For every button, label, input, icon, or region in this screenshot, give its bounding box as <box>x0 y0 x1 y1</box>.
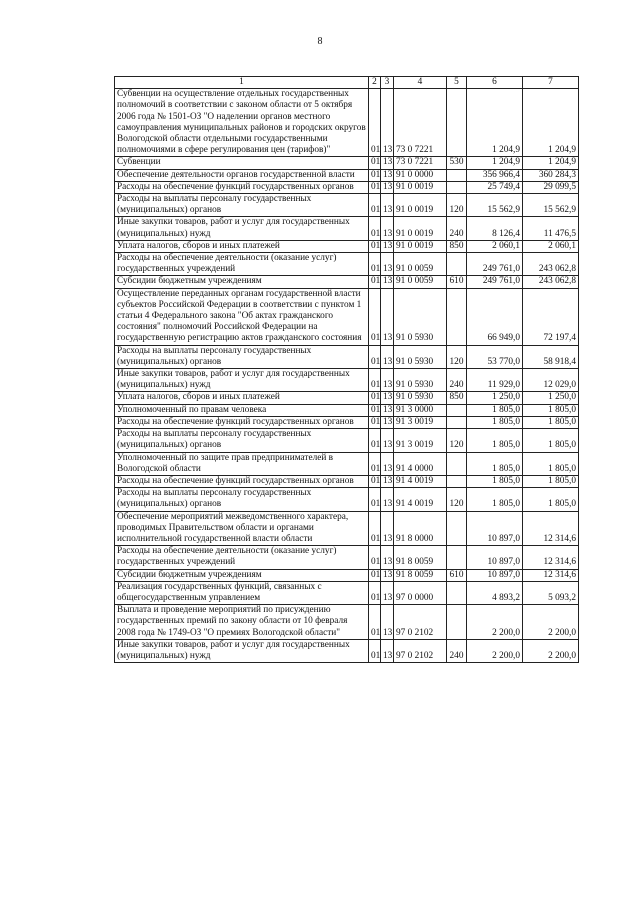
target-article-cell: 91 0 5930 <box>394 288 447 345</box>
section-code-cell: 01 <box>369 194 381 217</box>
header-cell: 7 <box>523 77 579 89</box>
subsection-code-cell: 13 <box>381 605 394 640</box>
amount-year1-cell: 1 805,0 <box>467 475 523 487</box>
header-cell: 4 <box>394 77 447 89</box>
page-number: 8 <box>317 36 323 47</box>
row-name-cell: Расходы на выплаты персоналу государственных (муниципальных) органов <box>115 345 369 368</box>
expense-type-cell: 120 <box>447 429 467 452</box>
expense-type-cell <box>447 605 467 640</box>
subsection-code-cell: 13 <box>381 181 394 193</box>
row-name-cell: Расходы на выплаты персоналу государственных (муниципальных) органов <box>115 429 369 452</box>
table-row <box>115 605 579 640</box>
expense-type-cell: 240 <box>447 217 467 240</box>
table-row <box>115 194 579 217</box>
table-row <box>115 217 579 240</box>
row-name-cell: Уплата налогов, сборов и иных платежей <box>115 240 369 252</box>
table-row <box>115 345 579 368</box>
expense-type-cell <box>447 288 467 345</box>
section-code-cell: 01 <box>369 253 381 276</box>
target-article-cell: 91 8 0000 <box>394 511 447 546</box>
amount-year1-cell: 4 893,2 <box>467 581 523 604</box>
amount-year2-cell: 360 284,3 <box>523 169 579 181</box>
amount-year1-cell: 8 126,4 <box>467 217 523 240</box>
table-row <box>115 276 579 288</box>
subsection-code-cell: 13 <box>381 416 394 428</box>
expense-type-cell: 850 <box>447 392 467 404</box>
section-code-cell: 01 <box>369 217 381 240</box>
subsection-code-cell: 13 <box>381 240 394 252</box>
expense-type-cell <box>447 452 467 475</box>
table-row <box>115 546 579 569</box>
table-row <box>115 404 579 416</box>
row-name-cell: Уполномоченный по защите прав предпринимателей в Вологодской области <box>115 452 369 475</box>
amount-year2-cell: 1 805,0 <box>523 475 579 487</box>
expense-type-cell <box>447 511 467 546</box>
amount-year2-cell: 1 805,0 <box>523 452 579 475</box>
expense-type-cell <box>447 416 467 428</box>
table-row <box>115 157 579 169</box>
row-name-cell: Субвенции <box>115 157 369 169</box>
target-article-cell: 91 0 0059 <box>394 253 447 276</box>
section-code-cell: 01 <box>369 157 381 169</box>
table-row <box>115 392 579 404</box>
amount-year1-cell: 15 562,9 <box>467 194 523 217</box>
expense-type-cell <box>447 404 467 416</box>
amount-year1-cell: 1 805,0 <box>467 404 523 416</box>
expense-type-cell <box>447 581 467 604</box>
subsection-code-cell: 13 <box>381 157 394 169</box>
table-row <box>115 181 579 193</box>
section-code-cell: 01 <box>369 546 381 569</box>
row-name-cell: Выплата и проведение мероприятий по присуждению государственных премий по закону области от 10 февраля 2008 года № 1749-ОЗ "О премиях Вологодской области" <box>115 605 369 640</box>
row-name-cell: Уполномоченный по правам человека <box>115 404 369 416</box>
section-code-cell: 01 <box>369 581 381 604</box>
subsection-code-cell: 13 <box>381 546 394 569</box>
row-name-cell: Иные закупки товаров, работ и услуг для государственных (муниципальных) нужд <box>115 639 369 662</box>
section-code-cell: 01 <box>369 475 381 487</box>
expense-type-cell: 530 <box>447 157 467 169</box>
expense-type-cell <box>447 89 467 157</box>
amount-year2-cell: 29 099,5 <box>523 181 579 193</box>
target-article-cell: 91 8 0059 <box>394 546 447 569</box>
amount-year1-cell: 1 204,9 <box>467 157 523 169</box>
subsection-code-cell: 13 <box>381 288 394 345</box>
subsection-code-cell: 13 <box>381 452 394 475</box>
amount-year2-cell: 12 314,6 <box>523 569 579 581</box>
row-name-cell: Обеспечение мероприятий межведомственного характера, проводимых Правительством области и органами исполнительной государственной власти области <box>115 511 369 546</box>
header-cell: 6 <box>467 77 523 89</box>
amount-year1-cell: 356 966,4 <box>467 169 523 181</box>
header-cell: 1 <box>115 77 369 89</box>
table-row <box>115 89 579 157</box>
amount-year2-cell: 1 250,0 <box>523 392 579 404</box>
amount-year1-cell: 249 761,0 <box>467 276 523 288</box>
table-body <box>115 89 579 663</box>
target-article-cell: 97 0 2102 <box>394 639 447 662</box>
target-article-cell: 91 0 0019 <box>394 240 447 252</box>
expense-type-cell <box>447 253 467 276</box>
section-code-cell: 01 <box>369 639 381 662</box>
subsection-code-cell: 13 <box>381 345 394 368</box>
subsection-code-cell: 13 <box>381 569 394 581</box>
section-code-cell: 01 <box>369 404 381 416</box>
section-code-cell: 01 <box>369 288 381 345</box>
table-row <box>115 253 579 276</box>
table-row <box>115 639 579 662</box>
amount-year2-cell: 15 562,9 <box>523 194 579 217</box>
amount-year1-cell: 2 060,1 <box>467 240 523 252</box>
amount-year1-cell: 53 770,0 <box>467 345 523 368</box>
table-row <box>115 288 579 345</box>
amount-year2-cell: 2 200,0 <box>523 605 579 640</box>
expense-type-cell: 120 <box>447 488 467 511</box>
row-name-cell: Иные закупки товаров, работ и услуг для государственных (муниципальных) нужд <box>115 217 369 240</box>
table-row <box>115 452 579 475</box>
row-name-cell: Уплата налогов, сборов и иных платежей <box>115 392 369 404</box>
subsection-code-cell: 13 <box>381 217 394 240</box>
subsection-code-cell: 13 <box>381 639 394 662</box>
amount-year1-cell: 10 897,0 <box>467 546 523 569</box>
row-name-cell: Обеспечение деятельности органов государственной власти <box>115 169 369 181</box>
section-code-cell: 01 <box>369 345 381 368</box>
section-code-cell: 01 <box>369 429 381 452</box>
amount-year2-cell: 58 918,4 <box>523 345 579 368</box>
target-article-cell: 91 0 0000 <box>394 169 447 181</box>
amount-year1-cell: 1 805,0 <box>467 452 523 475</box>
subsection-code-cell: 13 <box>381 392 394 404</box>
section-code-cell: 01 <box>369 511 381 546</box>
section-code-cell: 01 <box>369 276 381 288</box>
target-article-cell: 91 0 0019 <box>394 217 447 240</box>
target-article-cell: 97 0 2102 <box>394 605 447 640</box>
table-row <box>115 569 579 581</box>
target-article-cell: 91 8 0059 <box>394 569 447 581</box>
amount-year2-cell: 12 314,6 <box>523 511 579 546</box>
target-article-cell: 91 4 0000 <box>394 452 447 475</box>
row-name-cell: Иные закупки товаров, работ и услуг для государственных (муниципальных) нужд <box>115 369 369 392</box>
amount-year2-cell: 5 093,2 <box>523 581 579 604</box>
section-code-cell: 01 <box>369 392 381 404</box>
expense-type-cell: 120 <box>447 345 467 368</box>
section-code-cell: 01 <box>369 89 381 157</box>
amount-year2-cell: 1 805,0 <box>523 416 579 428</box>
amount-year1-cell: 10 897,0 <box>467 569 523 581</box>
amount-year2-cell: 2 200,0 <box>523 639 579 662</box>
amount-year1-cell: 10 897,0 <box>467 511 523 546</box>
amount-year2-cell: 1 805,0 <box>523 429 579 452</box>
amount-year2-cell: 1 204,9 <box>523 157 579 169</box>
subsection-code-cell: 13 <box>381 253 394 276</box>
subsection-code-cell: 13 <box>381 511 394 546</box>
amount-year1-cell: 1 204,9 <box>467 89 523 157</box>
amount-year1-cell: 1 805,0 <box>467 429 523 452</box>
amount-year1-cell: 2 200,0 <box>467 605 523 640</box>
target-article-cell: 91 3 0000 <box>394 404 447 416</box>
table-row <box>115 240 579 252</box>
row-name-cell: Расходы на выплаты персоналу государственных (муниципальных) органов <box>115 194 369 217</box>
row-name-cell: Осуществление переданных органам государственной власти субъектов Российской Федерации в соответствии с пунктом 1 статьи 4 Федерального закона "Об актах гражданского состояния" полномочий Российской Федерации на государственную регистрацию актов гражданского состояния <box>115 288 369 345</box>
section-code-cell: 01 <box>369 605 381 640</box>
section-code-cell: 01 <box>369 416 381 428</box>
table-row <box>115 488 579 511</box>
amount-year2-cell: 243 062,8 <box>523 253 579 276</box>
budget-table <box>114 76 579 663</box>
row-name-cell: Расходы на обеспечение деятельности (оказание услуг) государственных учреждений <box>115 546 369 569</box>
amount-year1-cell: 25 749,4 <box>467 181 523 193</box>
expense-type-cell: 240 <box>447 369 467 392</box>
subsection-code-cell: 13 <box>381 404 394 416</box>
amount-year2-cell: 1 805,0 <box>523 488 579 511</box>
target-article-cell: 91 0 5930 <box>394 392 447 404</box>
target-article-cell: 73 0 7221 <box>394 89 447 157</box>
expense-type-cell <box>447 169 467 181</box>
expense-type-cell: 240 <box>447 639 467 662</box>
target-article-cell: 91 0 0019 <box>394 194 447 217</box>
section-code-cell: 01 <box>369 369 381 392</box>
target-article-cell: 91 0 5930 <box>394 369 447 392</box>
target-article-cell: 91 0 0019 <box>394 181 447 193</box>
subsection-code-cell: 13 <box>381 488 394 511</box>
table-row <box>115 581 579 604</box>
amount-year1-cell: 66 949,0 <box>467 288 523 345</box>
section-code-cell: 01 <box>369 488 381 511</box>
amount-year2-cell: 12 029,0 <box>523 369 579 392</box>
table-row <box>115 475 579 487</box>
table-row <box>115 416 579 428</box>
section-code-cell: 01 <box>369 569 381 581</box>
amount-year1-cell: 11 929,0 <box>467 369 523 392</box>
expense-type-cell <box>447 181 467 193</box>
amount-year2-cell: 1 805,0 <box>523 404 579 416</box>
subsection-code-cell: 13 <box>381 169 394 181</box>
amount-year2-cell: 72 197,4 <box>523 288 579 345</box>
subsection-code-cell: 13 <box>381 369 394 392</box>
amount-year2-cell: 243 062,8 <box>523 276 579 288</box>
row-name-cell: Субсидии бюджетным учреждениям <box>115 569 369 581</box>
amount-year1-cell: 2 200,0 <box>467 639 523 662</box>
expense-type-cell: 120 <box>447 194 467 217</box>
header-row <box>115 77 579 89</box>
row-name-cell: Субсидии бюджетным учреждениям <box>115 276 369 288</box>
expense-type-cell: 610 <box>447 276 467 288</box>
section-code-cell: 01 <box>369 169 381 181</box>
subsection-code-cell: 13 <box>381 194 394 217</box>
header-cell: 5 <box>447 77 467 89</box>
amount-year1-cell: 1 250,0 <box>467 392 523 404</box>
section-code-cell: 01 <box>369 240 381 252</box>
target-article-cell: 91 4 0019 <box>394 475 447 487</box>
amount-year1-cell: 249 761,0 <box>467 253 523 276</box>
row-name-cell: Субвенции на осуществление отдельных государственных полномочий в соответствии с законом области от 5 октября 2006 года № 1501-ОЗ "О наделении органов местного самоуправления муниципальных районов и городских округов Вологодской области отдельными государственными полномочиями в сфере регулирования цен (тарифов)" <box>115 89 369 157</box>
subsection-code-cell: 13 <box>381 276 394 288</box>
row-name-cell: Расходы на обеспечение функций государственных органов <box>115 475 369 487</box>
header-cell: 3 <box>381 77 394 89</box>
target-article-cell: 73 0 7221 <box>394 157 447 169</box>
expense-type-cell <box>447 546 467 569</box>
expense-type-cell: 610 <box>447 569 467 581</box>
amount-year2-cell: 2 060,1 <box>523 240 579 252</box>
section-code-cell: 01 <box>369 452 381 475</box>
amount-year2-cell: 11 476,5 <box>523 217 579 240</box>
subsection-code-cell: 13 <box>381 475 394 487</box>
subsection-code-cell: 13 <box>381 581 394 604</box>
table-row <box>115 511 579 546</box>
amount-year2-cell: 1 204,9 <box>523 89 579 157</box>
row-name-cell: Реализация государственных функций, связанных с общегосударственным управлением <box>115 581 369 604</box>
row-name-cell: Расходы на обеспечение функций государственных органов <box>115 181 369 193</box>
amount-year1-cell: 1 805,0 <box>467 416 523 428</box>
target-article-cell: 91 4 0019 <box>394 488 447 511</box>
header-cell: 2 <box>369 77 381 89</box>
table-row <box>115 429 579 452</box>
target-article-cell: 91 3 0019 <box>394 429 447 452</box>
row-name-cell: Расходы на обеспечение деятельности (оказание услуг) государственных учреждений <box>115 253 369 276</box>
amount-year2-cell: 12 314,6 <box>523 546 579 569</box>
target-article-cell: 97 0 0000 <box>394 581 447 604</box>
target-article-cell: 91 0 0059 <box>394 276 447 288</box>
expense-type-cell: 850 <box>447 240 467 252</box>
table-row <box>115 369 579 392</box>
target-article-cell: 91 3 0019 <box>394 416 447 428</box>
subsection-code-cell: 13 <box>381 89 394 157</box>
section-code-cell: 01 <box>369 181 381 193</box>
expense-type-cell <box>447 475 467 487</box>
table-row <box>115 169 579 181</box>
row-name-cell: Расходы на выплаты персоналу государственных (муниципальных) органов <box>115 488 369 511</box>
amount-year1-cell: 1 805,0 <box>467 488 523 511</box>
subsection-code-cell: 13 <box>381 429 394 452</box>
target-article-cell: 91 0 5930 <box>394 345 447 368</box>
row-name-cell: Расходы на обеспечение функций государственных органов <box>115 416 369 428</box>
